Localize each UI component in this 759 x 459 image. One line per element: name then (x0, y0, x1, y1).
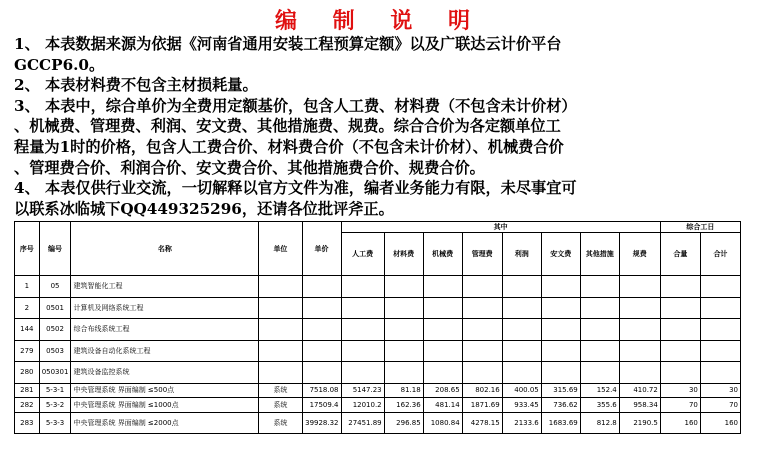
cell-seq: 279 (15, 340, 40, 362)
header-heji: 合计 (700, 233, 740, 276)
header-group-qizhong: 其中 (341, 222, 660, 233)
cell-name: 综合布线系统工程 (71, 319, 259, 341)
cell-hejia: 30 (660, 383, 700, 398)
header-guanli: 管理费 (462, 233, 502, 276)
cell-code: 5-3-3 (39, 412, 71, 434)
cell-name: 建筑智能化工程 (71, 276, 259, 298)
cell-guifei: 410.72 (619, 383, 660, 398)
header-group-labor: 综合工日 (660, 222, 740, 233)
cell-code: 5-3-1 (39, 383, 71, 398)
notes-block (14, 34, 754, 219)
cell-code: 05 (39, 276, 71, 298)
cell-seq: 1 (15, 276, 40, 298)
header-unit: 单位 (259, 222, 302, 276)
header-cailiao: 材料费 (384, 233, 423, 276)
header-code: 编号 (39, 222, 71, 276)
header-row-group (15, 222, 741, 233)
cell-jixie: 1080.84 (423, 412, 462, 434)
header-lirun: 利润 (502, 233, 541, 276)
header-name: 名称 (71, 222, 259, 276)
note-line: 以联系冰临城下QQ449325296，还请各位批评斧正。 (14, 199, 394, 218)
header-rengong: 人工费 (341, 233, 384, 276)
note-line: 3、 本表中，综合单价为全费用定额基价，包含人工费、材料费（不包含未计价材） (14, 96, 577, 115)
cell-code: 050301 (39, 362, 71, 384)
cell-lirun: 400.05 (502, 383, 541, 398)
cell-name: 中央管理系统 界面编制 ≤1000点 (71, 398, 259, 413)
cell-qita: 152.4 (580, 383, 619, 398)
cell-jixie: 481.14 (423, 398, 462, 413)
header-guifei: 规费 (619, 233, 660, 276)
cell-lirun: 933.45 (502, 398, 541, 413)
cell-name: 中央管理系统 界面编制 ≤500点 (71, 383, 259, 398)
cell-cailiao: 296.85 (384, 412, 423, 434)
table-row (15, 276, 741, 298)
cell-lirun: 2133.6 (502, 412, 541, 434)
cell-anwen: 736.62 (541, 398, 580, 413)
cell-price: 7518.08 (302, 383, 341, 398)
cell-guanli: 802.16 (462, 383, 502, 398)
cell-heji: 70 (700, 398, 740, 413)
cell-anwen: 1683.69 (541, 412, 580, 434)
cell-seq: 2 (15, 297, 40, 319)
cell-qita: 812.8 (580, 412, 619, 434)
cell-unit: 系统 (259, 412, 302, 434)
cell-seq: 144 (15, 319, 40, 341)
header-anwen: 安文费 (541, 233, 580, 276)
cell-cailiao: 162.36 (384, 398, 423, 413)
note-line: 、机械费、管理费、利润、安文费、其他措施费、规费。综合合价为各定额单位工 (14, 117, 561, 136)
cell-price: 39928.32 (302, 412, 341, 434)
note-line: 、管理费合价、利润合价、安文费合价、其他措施费合价、规费合价。 (14, 158, 485, 177)
cell-guanli: 1871.69 (462, 398, 502, 413)
cell-anwen: 315.69 (541, 383, 580, 398)
cell-hejia: 70 (660, 398, 700, 413)
cell-guifei: 2190.5 (619, 412, 660, 434)
cell-name: 中央管理系统 界面编制 ≤2000点 (71, 412, 259, 434)
cell-name: 建筑设备自动化系统工程 (71, 340, 259, 362)
header-price: 单价 (302, 222, 341, 276)
price-table (14, 221, 741, 434)
cell-unit: 系统 (259, 383, 302, 398)
cell-rengong: 5147.23 (341, 383, 384, 398)
header-hejia: 合量 (660, 233, 700, 276)
cell-guanli: 4278.15 (462, 412, 502, 434)
cell-hejia: 160 (660, 412, 700, 434)
cell-heji: 30 (700, 383, 740, 398)
cell-seq: 281 (15, 383, 40, 398)
cell-jixie: 208.65 (423, 383, 462, 398)
cell-code: 0501 (39, 297, 71, 319)
note-line: 4、 本表仅供行业交流，一切解释以官方文件为准，编者业务能力有限，未尽事宜可 (14, 179, 577, 198)
table-row (15, 297, 741, 319)
table-row (15, 319, 741, 341)
note-line: 1、 本表数据来源为依据《河南省通用安装工程预算定额》以及广联达云计价平台 (14, 35, 562, 53)
cell-code: 0503 (39, 340, 71, 362)
cell-guifei: 958.34 (619, 398, 660, 413)
cell-seq: 282 (15, 398, 40, 413)
table-row (15, 362, 741, 384)
cell-cailiao: 81.18 (384, 383, 423, 398)
table-row (15, 383, 741, 398)
table-row (15, 340, 741, 362)
page-title: 编 制 说 明 (275, 8, 484, 34)
note-line: 2、 本表材料费不包含主材损耗量。 (14, 76, 258, 95)
cell-qita: 355.6 (580, 398, 619, 413)
cell-name: 建筑设备监控系统 (71, 362, 259, 384)
cell-unit: 系统 (259, 398, 302, 413)
cell-rengong: 12010.2 (341, 398, 384, 413)
cell-price: 17509.4 (302, 398, 341, 413)
cell-code: 0502 (39, 319, 71, 341)
cell-heji: 160 (700, 412, 740, 434)
header-jixie: 机械费 (423, 233, 462, 276)
cell-rengong: 27451.89 (341, 412, 384, 434)
cell-seq: 280 (15, 362, 40, 384)
note-line: 程量为1时的价格，包含人工费合价、材料费合价（不包含未计价材）、机械费合价 (14, 137, 564, 156)
header-qita: 其他措施 (580, 233, 619, 276)
cell-code: 5-3-2 (39, 398, 71, 413)
header-seq: 序号 (15, 222, 40, 276)
cell-seq: 283 (15, 412, 40, 434)
note-line: GCCP6.0。 (14, 55, 105, 74)
table-row (15, 398, 741, 413)
cell-name: 计算机及网络系统工程 (71, 297, 259, 319)
table-row (15, 412, 741, 434)
